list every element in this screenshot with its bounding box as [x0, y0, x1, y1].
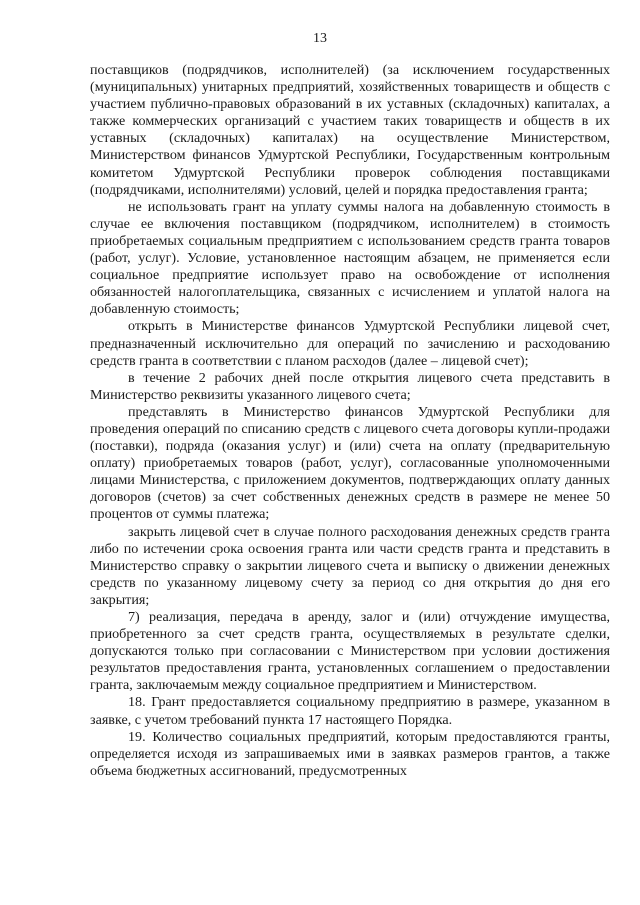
document-body	[90, 62, 610, 780]
paragraph-item-7-property-disposal: 7) реализация, передача в аренду, залог и (или) отчуждение имущества, приобретенного за счет средств гранта, осуществляемых в результате сделки, допускаются только при согласовании с Министерством при условии достижения результатов предоставления гранта, установленных соглашением о предоставлении гранта, заключаемым между социальное предприятием и Министерством.	[90, 609, 610, 694]
page-number: 13	[313, 31, 327, 46]
paragraph-submit-account-details: в течение 2 рабочих дней после открытия лицевого счета представить в Министерство реквизиты указанного лицевого счета;	[90, 369, 610, 403]
paragraph-submit-contracts: представлять в Министерство финансов Удмуртской Республики для проведения операций по списанию средств с лицевого счета договоры купли-продажи (поставки), подряда (оказания услуг) и (или) счета на оплату (предварительную оплату) приобретаемых товаров (работ, услуг), согласованные уполномоченными лицами Министерства, с приложением документов, подтверждающих оплату данных договоров (счетов) за счет собственных денежных средств в размере не менее 50 процентов от суммы платежа;	[90, 403, 610, 523]
paragraph-close-personal-account: закрыть лицевой счет в случае полного расходования денежных средств гранта либо по истечении срока освоения гранта или части средств гранта и представить в Министерство справку о закрытии лицевого счета и выписку о движении денежных средств по указанному лицевому счету за период со дня открытия до дня его закрытия;	[90, 523, 610, 608]
paragraph-continuation-suppliers-consent: поставщиков (подрядчиков, исполнителей) (за исключением государственных (муниципальных) унитарных предприятий, хозяйственных товариществ и обществ с участием публично-правовых образований в их уставных (складочных) капиталах, а также коммерческих организаций с участием таких товариществ и обществ в их уставных (складочных) капиталах) на осуществление Министерством, Министерством финансов Удмуртской Республики, Государственным контрольным комитетом Удмуртской Республики проверок соблюдения поставщиками (подрядчиками, исполнителями) условий, целей и порядка предоставления гранта;	[90, 62, 610, 198]
paragraph-vat-restriction: не использовать грант на уплату суммы налога на добавленную стоимость в случае ее включения поставщиком (подрядчиком, исполнителем) в стоимость приобретаемых социальным предприятием с использованием средств гранта товаров (работ, услуг). Условие, установленное настоящим абзацем, не применяется если социальное предприятие использует право на освобождение от исполнения обязанностей налогоплательщика, связанных с исчислением и уплатой налога на добавленную стоимость;	[90, 198, 610, 318]
paragraph-clause-19-number-of-enterprises: 19. Количество социальных предприятий, которым предоставляются гранты, определяется исходя из запрашиваемых ими в заявках размеров грантов, а также объема бюджетных ассигнований, предусмотренных	[90, 728, 610, 779]
paragraph-open-personal-account: открыть в Министерстве финансов Удмуртской Республики лицевой счет, предназначенный исключительно для операций по зачислению и расходованию средств гранта в соответствии с планом расходов (далее – лицевой счет);	[90, 318, 610, 369]
paragraph-clause-18-grant-amount: 18. Грант предоставляется социальному предприятию в размере, указанном в заявке, с учетом требований пункта 17 настоящего Порядка.	[90, 694, 610, 728]
